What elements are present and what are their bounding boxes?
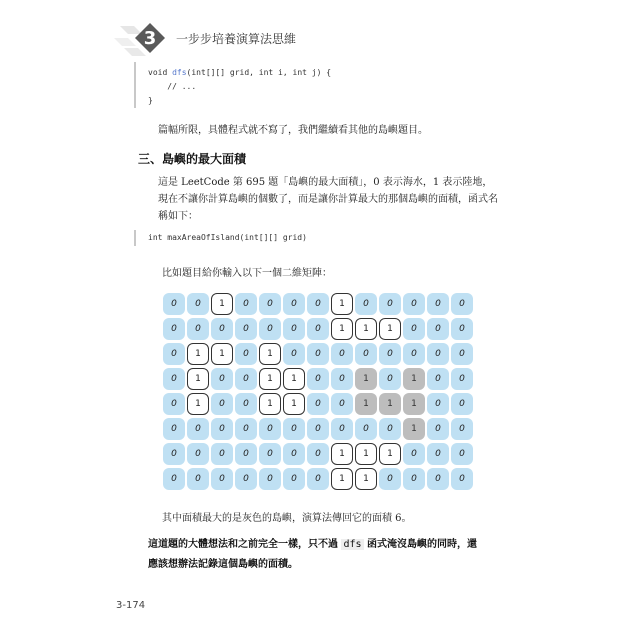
water-cell: 0 — [187, 468, 209, 490]
island-grid — [163, 293, 476, 493]
water-cell: 0 — [355, 293, 377, 315]
water-cell: 0 — [259, 468, 281, 490]
land-cell: 1 — [331, 293, 353, 315]
land-cell: 1 — [211, 293, 233, 315]
water-cell: 0 — [235, 368, 257, 390]
water-cell: 0 — [187, 443, 209, 465]
water-cell: 0 — [451, 468, 473, 490]
land-cell: 1 — [283, 368, 305, 390]
water-cell: 0 — [331, 368, 353, 390]
water-cell: 0 — [259, 418, 281, 440]
paragraph-5-part-1: 這道題的大體想法和之前完全一樣，只不過 — [148, 539, 342, 550]
water-cell: 0 — [355, 343, 377, 365]
land-cell: 1 — [355, 318, 377, 340]
water-cell: 0 — [307, 368, 329, 390]
paragraph-5 — [148, 535, 508, 575]
water-cell: 0 — [235, 418, 257, 440]
paragraph-4: 其中面積最大的是灰色的島嶼，演算法傳回它的面積 6。 — [162, 513, 412, 524]
land-cell: 1 — [355, 468, 377, 490]
largest-island-cell: 1 — [403, 393, 425, 415]
largest-island-cell: 1 — [403, 368, 425, 390]
land-cell: 1 — [379, 318, 401, 340]
water-cell: 0 — [235, 443, 257, 465]
water-cell: 0 — [163, 443, 185, 465]
water-cell: 0 — [451, 368, 473, 390]
water-cell: 0 — [235, 318, 257, 340]
code-block-dfs — [134, 62, 332, 108]
land-cell: 1 — [187, 368, 209, 390]
water-cell: 0 — [259, 318, 281, 340]
water-cell: 0 — [307, 393, 329, 415]
water-cell: 0 — [211, 318, 233, 340]
water-cell: 0 — [355, 418, 377, 440]
water-cell: 0 — [283, 468, 305, 490]
paragraph-2-line-2: 現在不讓你計算島嶼的個數了，而是讓你計算最大的那個島嶼的面積，函式名 — [158, 194, 498, 205]
code-line-3: } — [148, 96, 153, 105]
largest-island-cell: 1 — [379, 393, 401, 415]
water-cell: 0 — [307, 343, 329, 365]
water-cell: 0 — [283, 318, 305, 340]
water-cell: 0 — [451, 343, 473, 365]
largest-island-cell: 1 — [403, 418, 425, 440]
water-cell: 0 — [307, 318, 329, 340]
water-cell: 0 — [163, 343, 185, 365]
water-cell: 0 — [235, 393, 257, 415]
water-cell: 0 — [427, 418, 449, 440]
largest-island-cell: 1 — [355, 368, 377, 390]
largest-island-cell: 1 — [355, 393, 377, 415]
water-cell: 0 — [403, 443, 425, 465]
water-cell: 0 — [451, 393, 473, 415]
water-cell: 0 — [427, 318, 449, 340]
water-cell: 0 — [283, 418, 305, 440]
chapter-title: 一步步培養演算法思維 — [176, 32, 297, 46]
land-cell: 1 — [355, 443, 377, 465]
water-cell: 0 — [187, 293, 209, 315]
paragraph-3: 比如題目給你輸入以下一個二維矩陣： — [162, 268, 332, 279]
land-cell: 1 — [259, 343, 281, 365]
water-cell: 0 — [283, 343, 305, 365]
land-cell: 1 — [211, 343, 233, 365]
water-cell: 0 — [451, 318, 473, 340]
water-cell: 0 — [211, 443, 233, 465]
water-cell: 0 — [331, 418, 353, 440]
water-cell: 0 — [379, 293, 401, 315]
water-cell: 0 — [163, 318, 185, 340]
land-cell: 1 — [187, 393, 209, 415]
water-cell: 0 — [163, 393, 185, 415]
water-cell: 0 — [427, 443, 449, 465]
water-cell: 0 — [163, 468, 185, 490]
inline-code-dfs: dfs — [343, 539, 362, 550]
water-cell: 0 — [451, 293, 473, 315]
water-cell: 0 — [235, 343, 257, 365]
water-cell: 0 — [163, 368, 185, 390]
land-cell: 1 — [331, 318, 353, 340]
code-line-1: void dfs(int[][] grid, int i, int j) { — [148, 68, 332, 77]
water-cell: 0 — [331, 393, 353, 415]
water-cell: 0 — [307, 443, 329, 465]
water-cell: 0 — [187, 318, 209, 340]
water-cell: 0 — [379, 368, 401, 390]
chapter-number: 3 — [143, 28, 157, 49]
water-cell: 0 — [259, 293, 281, 315]
water-cell: 0 — [427, 293, 449, 315]
paragraph-2-line-1: 這是 LeetCode 第 695 題「島嶼的最大面積」，0 表示海水，1 表示陸地， — [158, 177, 493, 188]
code-line-2: // ... — [148, 82, 197, 91]
water-cell: 0 — [427, 468, 449, 490]
water-cell: 0 — [427, 368, 449, 390]
water-cell: 0 — [307, 468, 329, 490]
water-cell: 0 — [283, 293, 305, 315]
land-cell: 1 — [259, 393, 281, 415]
land-cell: 1 — [379, 443, 401, 465]
water-cell: 0 — [379, 343, 401, 365]
water-cell: 0 — [427, 343, 449, 365]
water-cell: 0 — [211, 393, 233, 415]
water-cell: 0 — [235, 468, 257, 490]
land-cell: 1 — [331, 468, 353, 490]
land-cell: 1 — [331, 443, 353, 465]
water-cell: 0 — [331, 343, 353, 365]
water-cell: 0 — [283, 443, 305, 465]
water-cell: 0 — [307, 418, 329, 440]
water-cell: 0 — [403, 343, 425, 365]
paragraph-1: 篇幅所限，具體程式就不寫了，我們繼續看其他的島嶼題目。 — [158, 125, 428, 136]
paragraph-5-part-2: 函式淹沒島嶼的同時，還 — [363, 539, 478, 550]
water-cell: 0 — [451, 418, 473, 440]
land-cell: 1 — [259, 368, 281, 390]
water-cell: 0 — [163, 293, 185, 315]
water-cell: 0 — [163, 418, 185, 440]
water-cell: 0 — [211, 368, 233, 390]
water-cell: 0 — [403, 318, 425, 340]
water-cell: 0 — [211, 468, 233, 490]
water-cell: 0 — [235, 293, 257, 315]
code-signature: int maxAreaOfIsland(int[][] grid) — [148, 233, 307, 242]
water-cell: 0 — [211, 418, 233, 440]
paragraph-2-line-3: 稱如下： — [158, 211, 198, 222]
chapter-number-badge — [134, 22, 166, 54]
land-cell: 1 — [187, 343, 209, 365]
water-cell: 0 — [187, 418, 209, 440]
water-cell: 0 — [379, 418, 401, 440]
page-number: 3-174 — [116, 600, 146, 611]
paragraph-5-line-2: 應該想辦法記錄這個島嶼的面積。 — [148, 559, 298, 570]
water-cell: 0 — [403, 293, 425, 315]
land-cell: 1 — [283, 393, 305, 415]
water-cell: 0 — [379, 468, 401, 490]
paragraph-2 — [158, 174, 498, 225]
water-cell: 0 — [451, 443, 473, 465]
water-cell: 0 — [427, 393, 449, 415]
water-cell: 0 — [307, 293, 329, 315]
section-title: 三、島嶼的最大面積 — [138, 152, 247, 166]
code-block-signature — [134, 230, 496, 246]
water-cell: 0 — [403, 468, 425, 490]
water-cell: 0 — [259, 443, 281, 465]
